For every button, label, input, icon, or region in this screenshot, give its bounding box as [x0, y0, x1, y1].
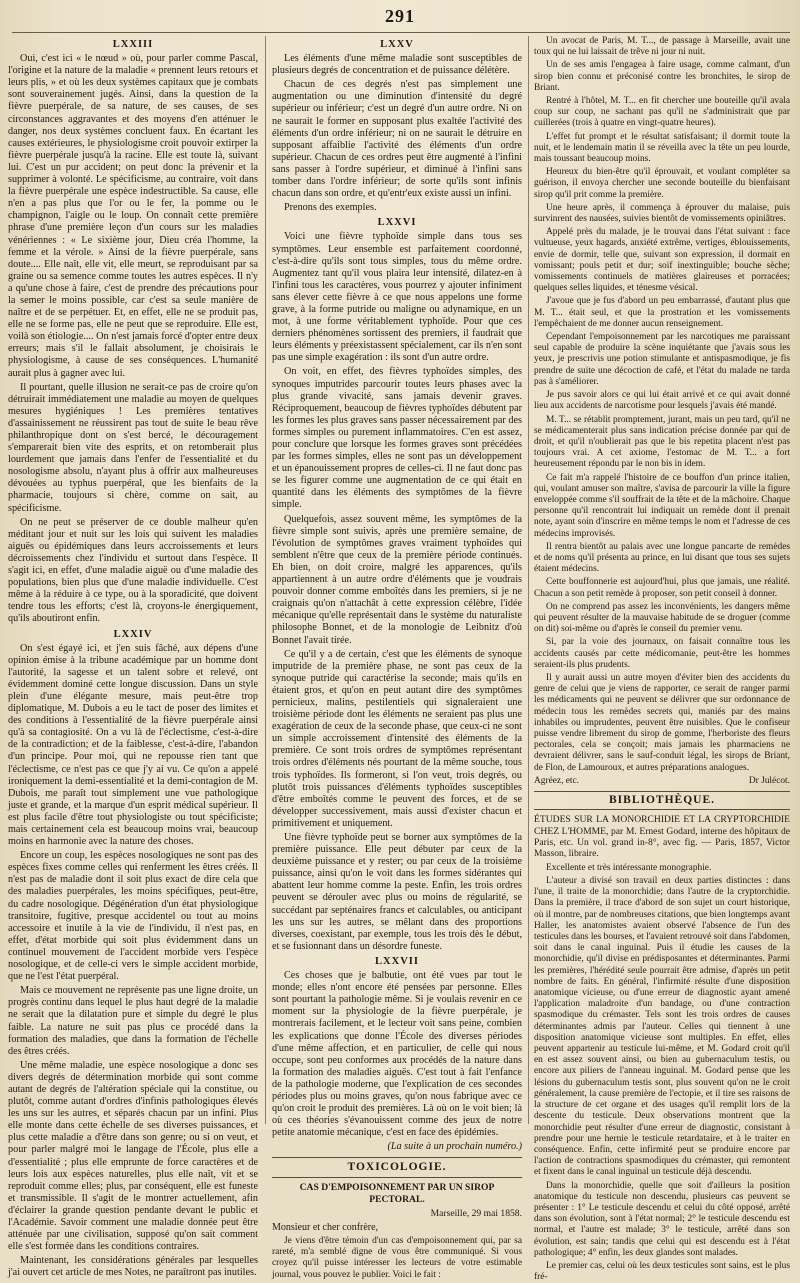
paragraph: Dans la monorchidie, quelle que soit d'ailleurs la position anatomique du testicule non descendu, plusieurs cas peuvent se présenter : 1° Le testicule descendu et celui du côté opposé, arrêté dans son évolution, sont à l'état normal; 2° le testicule descendu est normal, et l'autre est malade; 3° le testicule, arrêté dans son évolution, est sain; tandis que celui qui est descendu est à l'état pathologique; 4° enfin, les deux glandes sont malades.	[534, 1180, 790, 1258]
section-heading: LXXIII	[112, 39, 154, 50]
paragraph: Un avocat de Paris, M. T..., de passage à Marseille, avait une toux qui ne lui laissait de trêve ni jour ni nuit.	[534, 36, 790, 58]
letter-signature	[534, 776, 790, 787]
paragraph: Cependant l'empoisonnement par les narcotiques me paraissant seul capable de produire la scène inquiétante que j'avais sous les yeux, je prescrivis une potion stimulante et antispasmodique, je fis prendre de suite une décoction de café, et l'état du malade ne tarda pas à s'améliorer.	[534, 332, 790, 387]
paragraph: On ne peut se préserver de ce double malheur qu'en méditant jour et nuit sur les lois qui suivent les maladies aiguës ou épidémiques dans leurs accroissements et leurs décroissements chez l'individu et surtout dans l'espèce. Il s'agit ici, en effet, d'une maladie aiguë ou d'une maladie des populations, bien plus que d'une maladie individuelle. C'est même à la réduire à ce type, ou à la sporadicité, que doivent tendre tous les efforts; c'est là, croyons-le énergiquement, qu'ils aboutiront enfin.	[8, 516, 258, 625]
paragraph: On s'est égayé ici, et j'en suis fâché, aux dépens d'une opinion émise à la tribune académique par un homme dont l'autorité, la sagesse et un talent sobre et relevé, ont évidemment dominé cette longue discussion. Dans un style plein d'une élégante mesure, mais peut-être trop diplomatique, M. Dubois a eu le tact de poser des limites et des conditions à l'essentialité de la fièvre puerpérale ainsi qu'à sa contagiosité. On a vu là de l'éclectisme, c'est-à-dire de la contradiction; et de la faiblesse, c'est-à-dire, l'abandon d'un principe. Pour moi, qui ne repousse rien tant que l'éclectisme, ce n'est pas ce que j'y ai vu. Ce qu'on a appelé ironiquement la demi-essentialité et la demi-contagion de M. Dubois, me paraît tout simplement une vue pathologique juste et grande, et la marque d'un esprit médical supérieur. Il est plus facile d'être tout physiologiste ou tout spécificiste; mais certainement cela est beaucoup moins vrai, beaucoup moins en harmonie avec la nature des choses.	[8, 642, 258, 848]
header-rule	[12, 32, 790, 33]
article-subtitle: CAS D'EMPOISONNEMENT PAR UN SIROP PECTORAL.	[299, 1181, 495, 1205]
paragraph: Je viens d'être témoin d'un cas d'empoisonnement qui, par sa rareté, m'a semblé digne de vous être communiqué. Si vous croyez qu'il puisse intéresser les lecteurs de votre estimable journal, vous pouvez le publier. Voici le fait :	[272, 1235, 522, 1280]
paragraph: Heureux du bien-être qu'il éprouvait, et voulant compléter sa guérison, il envoya chercher une seconde bouteille du bienfaisant sirop qu'il prit comme la première.	[534, 167, 790, 200]
paragraph: Un de ses amis l'engagea à faire usage, comme calmant, d'un sirop bien connu et préconisé contre les bronchites, le sirop de Briant.	[534, 60, 790, 93]
paragraph: On ne comprend pas assez les inconvénients, les dangers même qui peuvent résulter de la mauvaise habitude de se droguer (comme on dit) soi-même ou d'après le conseil du premier venu.	[534, 601, 790, 635]
paragraph: Maintenant, les considérations générales par lesquelles j'ai ouvert cet article de mes Notes, ne paraîtront pas inutiles.	[8, 1255, 258, 1279]
column-divider	[528, 36, 529, 1124]
paragraph: Je pus savoir alors ce qui lui était arrivé et ce qui avait donné lieu aux accidents de narcotisme pour lesquels j'avais été mandé.	[534, 390, 790, 412]
paragraph: Ces choses que je balbutie, ont été vues par tout le monde; elles n'ont encore été pensées par personne. Elles sont pourtant la pathologie même. Si je voulais revenir en ce moment sur la physiologie de la fièvre puerpérale, je montrerais facilement, et le lecteur voit sans peine, combien les explications que donne l'École des diverses périodes d'une même affection, et en particulier, de celle qui nous occupe, sont peu conformes aux procédés de la nature dans la formation des maladies aiguës. C'est tout à fait l'enfance de la pathologie moderne, que l'explication de ces secondes périodes plus ou moins graves, qu'on nous fabrique avec ce qu'on croit le produit des premières. Là où on le voit bien; là où ces théories s'évanouissent comme des jeux de notre petite anatomie mécanique, c'est en face des épidémies.	[272, 970, 522, 1139]
paragraph: Cette bouffonnerie est aujourd'hui, plus que jamais, une réalité. Chacun a son petit remède à proposer, son petit conseil à donner.	[534, 577, 790, 599]
paragraph: Il pourtant, quelle illusion ne serait-ce pas de croire qu'on détruirait immédiatement une maladie au moyen de quelques mesures hygiéniques ! Les premières tentatives d'assainissement ne réussirent pas tout de suite le beau rêve philanthropique dont on s'est bercé, le découragement s'emparerait bien vite des esprits, et on retomberait plus lourdement que jamais dans l'enfer de l'essentialité et du nosologisme absolu, n'ayant plus à offrir aux malheureuses dévouées au typhus puerpéral, que les bienfaits de la pharmacie, toujours si chère, comme on sait, au spécificisme.	[8, 381, 258, 514]
column-middle	[272, 36, 522, 1280]
paragraph: Mais ce mouvement ne représente pas une ligne droite, un progrès continu dans lequel le plus haut degré de la maladie ne serait que la dilatation pure et simple du degré le plus faible. La nature ne suit pas plus ce procédé dans la formation des maladies, que dans la formation de l'échelle des êtres créés.	[8, 985, 258, 1057]
paragraph: Quelquefois, assez souvent même, les symptômes de la fièvre simple sont suivis, après une première semaine, de l'évolution de symptômes graves vraiment typhoïdes qui semblent n'être que ceux de la première période continués. Eh bien, on doit croire, malgré les apparences, qu'ils appartiennent à un autre ordre d'éléments que je voudrais pouvoir donner comme emboîtés dans les premiers, si je ne craignais qu'on n'attachât à cette expression célèbre, l'idée mécanique qu'elle représentait dans le système du naturaliste philosophe Bonnet, et de la monologie de Leibnitz d'où Bonnet l'avait tirée.	[272, 513, 522, 646]
signature-name: Dr Julécot.	[748, 775, 790, 786]
column-divider	[265, 36, 266, 1124]
section-heading: LXXIV	[113, 628, 153, 640]
paragraph: Prenons des exemples.	[284, 202, 377, 214]
column-left	[8, 36, 258, 1279]
paragraph: Excellente et très intéressante monographie.	[546, 862, 712, 873]
page-number: 291	[385, 6, 415, 26]
section-heading: LXXVI	[377, 217, 417, 229]
paragraph: On voit, en effet, des fièvres typhoïdes simples, des synoques imputrides parcourir toutes leurs phases avec la plus grande vivacité, sans jamais devenir graves. Réciproquement, beaucoup de fièvres typhoïdes débutent par les formes les plus graves sans passer nécessairement par des formes simples ou purement inflammatoires. C'en est assez, pour conclure que lorsque les formes graves sont précédées par les formes simples, elles ne sont pas un développement et un épanouissement propres de celles-ci. Il ne faut donc pas se les figurer comme une augmentation de ce qui était en quantité dans les éléments des symptômes de la fièvre simple.	[272, 366, 522, 511]
paragraph: M. T... se rétablit promptement, jurant, mais un peu tard, qu'il ne se médicamenterait plus sans indication précise donnée par qui de droit, et qu'il n'oublierait pas que le bis repetita placent n'est pas toujours vrai. A cet axiome, l'estomac de M. T... a fort heureusement répondu par le non bis in idem.	[534, 414, 790, 470]
closing-formula: Agréez, etc.	[534, 775, 580, 786]
section-heading: LXXV	[380, 39, 414, 50]
paragraph: L'effet fut prompt et le résultat satisfaisant; il dormit toute la nuit, et le lendemain matin il se réveilla avec la tête un peu lourde, mais toussant beaucoup moins.	[534, 131, 790, 165]
paragraph: Voici une fièvre typhoïde simple dans tous ses symptômes. Leur ensemble est parfaitement coordonné, c'est-à-dire qu'ils sont tous simples, tous du même ordre. Augmentez tant qu'il vous plaira leur intensité, dilatez-en à l'infini tous les caractères, vous pourrez y ajouter infiniment sans élever cette fièvre à ce que nous appelons une forme grave, à la forme putride ou maligne ou adynamique, en un mot, à une forme véritablement typhoïde. Pour que ces derniers phénomènes sortissent des premiers, il faudrait que leurs éléments y préexistassent spécialement, car ils n'en sont pas une simple exagération : ils sont d'un autre ordre.	[272, 231, 522, 364]
paragraph: Rentré à l'hôtel, M. T... en fit chercher une bouteille qu'il avala coup sur coup, ne sachant pas qu'il ne s'administrait que par cuillerées (trois à quatre en vingt-quatre heures).	[534, 96, 790, 129]
letter-salutation: Monsieur et cher confrère,	[272, 1221, 379, 1233]
toxicology-header: TOXICOLOGIE.	[272, 1157, 522, 1177]
paragraph: J'avoue que je fus d'abord un peu embarrassé, d'autant plus que M. T... était seul, et que la prostration et les vomissements l'empêchaient de me donner aucun renseignement.	[534, 296, 790, 329]
paragraph: Il rentra bientôt au palais avec une longue pancarte de remèdes et de noms qu'il présenta au prince, en lui disant que tous ses sujets étaient médecins.	[534, 541, 790, 575]
paragraph: Encore un coup, les espèces nosologiques ne sont pas des espèces fixes comme celles qui renferment les êtres créés. Il n'est pas de maladie dont il soit plus exact de dire cela que des maladies puerpérales, les moins spécifiques, peut-être, du cadre nosologique. Dégénération d'un état physiologique transitoire, fugitive, presque accidentel ou tout au moins accessoire et inutile à la vie de l'individu, il n'est pas, en effet, d'état morbide qui soit plus évidemment dans un continuel mouvement de l'accident morbide vers l'espèce nosologique, et de celle-ci vers le simple accident morbide, que ne l'est l'état puerpéral.	[8, 850, 258, 983]
continuation-note: (La suite à un prochain numéro.)	[387, 1141, 522, 1153]
column-right	[534, 36, 790, 1283]
paragraph: Ce fait m'a rappelé l'histoire de ce bouffon d'un prince italien, qui, voulant amuser son maître, s'avisa de parcourir la ville la figure enveloppée comme s'il souffrait de la tête et de la mâchoire. Chaque personne qu'il rencontrait lui indiquait un remède dont il prenait note, ayant soin d'inscrire en même temps le nom et l'adresse de ces médecins improvisés.	[534, 472, 790, 539]
letter-dateline: Marseille, 29 mai 1858.	[430, 1207, 522, 1219]
book-reference: ÉTUDES SUR LA MONORCHIDIE ET LA CRYPTORCHIDIE CHEZ L'HOMME, par M. Ernest Godard, interne des hôpitaux de Paris, etc. Un vol. grand in-8°, avec fig. — Paris, 1857, Victor Masson, libraire.	[534, 814, 790, 860]
paragraph: Appelé près du malade, je le trouvai dans l'état suivant : face vultueuse, yeux hagards, anxiété extrême, vertiges, éblouissements, envie de dormir, telle que, suivant son expression, il dormait en vomissant; pouls petit et dur; soif inextinguible; bouche sèche; vomissements continuels de matières glaireuses et porracées; quelques selles liquides, et ténesme vésical.	[534, 227, 790, 294]
paragraph: Une heure après, il commença à éprouver du malaise, puis survinrent des nausées, suivies bientôt de vomissements opiniâtres.	[534, 202, 790, 225]
paragraph: Oui, c'est ici « le nœud » où, pour parler comme Pascal, l'origine et la nature de la maladie « prennent leurs retours et leurs plis, » et où les deux systèmes capitaux que je combats sont souverainement jugés. Ainsi, dans la question de la fièvre puerpérale, de sa nature, de ses causes, de ses circonstances aggravantes et des moyens d'en atténuer le danger, nos deux systèmes concluent faux. En écartant les causes extérieures, le physiologisme croit pouvoir extirper la fièvre puerpérale jusqu'à la racine. Elle est toute là, suivant lui. C'est un pur accident; on peut donc la prévenir et la supprimer à volonté. Le spécificisme, au contraire, voit dans la fièvre puerpérale une espèce indestructible. Sa cause, elle n'en a pas plus que l'or ou le fer, la pomme ou le champignon, l'aigle ou le loup. On connaît cette première phrase d'une première leçon d'un cours sur les maladies vénériennes : « Le sixième jour, Dieu créa l'homme, la femme et la vérole. » Ainsi de la fièvre puerpérale, sans doute.... Elle naît, elle vit, elle meurt, se reproduisant par sa graine ou sa semence comme toutes les autres espèces. Il n'y a qu'une chose à faire, c'est de prendre des précautions pour la semer le moins possible, car c'est sa seule manière de naître et de se perpétuer. Et, en effet, elle ne se produit pas, elle ne se forme pas, elle ne peut que se reproduire. Elle est, voilà son étiologie.... On n'est jamais forcé d'opter entre deux erreurs; mais s'il le fallait absolument, je choisirais le physiologisme, à cause de ses conséquences. L'humanité aurait plus à gagner avec lui.	[8, 53, 258, 379]
paragraph: Une fièvre typhoïde peut se borner aux symptômes de la première puissance. Elle peut débuter par ceux de la deuxième puissance et y rester; ou par ceux de la troisième puissance, ainsi qu'on le voit dans les formes sidérantes qui abattent leur homme comme la peste. Enfin, les trois ordres peuvent se dérouler avec plus ou moins de régularité, se succédant par septénaires francs et calculables, ou anticipant les uns sur les autres, se mêlant dans des proportions diverses, coexistant, par exemple, tous les trois dès le début, et se fusionnant dans un désordre funeste.	[272, 832, 522, 952]
bibliotheque-header: BIBLIOTHÈQUE.	[534, 791, 790, 810]
paragraph: Une même maladie, une espèce nosologique a donc ses divers degrés de détermination morbide qui sont comme autant de degrés de l'altération spéciale qui la constitue, ou plutôt, comme autant d'ordres d'infinis pathologiques élevés les uns sur les autres, et séparés chacun par un infini. Plus elle monte dans cette échelle de ses diverses puissances, et plus cette maladie a d'être dans son genre; ou si on veut, et pour parler malgré moi le langage de l'École, plus elle a d'essentialité ; plus elle emprunte de force caractères et de leurs lois aux espèces naturelles, plus elle naît, vit et se reproduit comme elles; plus, par conséquent, elle est funeste et transmissible. Il s'agit de le montrer actuellement, afin d'éclairer la grande question pendante devant le public et l'Académie. Savoir comment une maladie donnée peut être atténuée par une civilisation, supposé qu'on sait comment elle s'est formée dans les conditions contraires.	[8, 1059, 258, 1253]
paragraph: L'auteur a divisé son travail en deux parties distinctes : dans l'une, il traite de la monorchidie; dans l'autre de la cryptorchidie. Dans la première, il trace d'abord de son sujet un court historique, où il montre, par de nombreuses citations, que bien longtemps avant Haller, les anatomistes avaient observé l'absence de l'un des testicules dans les bourses, et l'avaient retrouvé soit dans l'abdomen, soit dans le canal inguinal. Puis il étudie les causes de la monorchidie, qu'il divise en prédisposantes et déterminantes. Parmi les premières, l'hérédité seule pourrait être admise, d'après un petit nombre de faits. En général, l'infirmité résulte d'une disposition anatomique vicieuse, ou d'une erreur de diagnostic ayant amené l'application maladroite d'un bandage, ou d'une contraction spasmodique du crémaster. Tels sont les trois ordres de causes déterminantes admis par l'auteur. Celles qui tiennent à une disposition anatomique vicieuse sont multiples. En effet, elles peuvent appartenir au testicule lui-même, et M. Godard croit qu'il en est assez souvent ainsi, ou bien au gubernaculum testis, ou encore aux piliers de l'anneau inguinal. M. Godard pense que les lésions du gubernaculum testis sont, plus souvent qu'on ne le croit généralement, la cause première de l'ectopie, et il tire ses raisons de la structure de cet organe et des usages qu'il remplit lors de la descente du testicule. Deux observations montrent que la monorchidie peut résulter d'une erreur de diagnostic, consistant à prendre pour une hernie le testicule retardataire, et à le traiter en conséquence. Enfin, cette infirmité peut se produire encore par l'action de contractions spasmodiques du crémaster, qui remontent et fixent dans le canal inguinal un testicule déjà descendu.	[534, 876, 790, 1178]
paragraph: Chacun de ces degrés n'est pas simplement une augmentation ou une diminution d'intensité du degré supérieur ou inférieur; c'est un degré d'un autre ordre. Ni on ne saurait le former en supposant plus exaltée l'activité des éléments d'un ordre inférieur; ni on ne saurait le détruire en supposant affaiblie l'activité des éléments d'un ordre supérieur. Chacun de ces ordres peut être augmenté à l'infini sans passer à l'ordre supérieur, et diminué à l'infini sans tomber dans l'ordre inférieur; de sorte qu'ils sont infinis chacun dans son ordre, et qu'entr'eux existe aussi un infini.	[272, 79, 522, 200]
paragraph: Le premier cas, celui où les deux testicules sont sains, est le plus fré-	[534, 1260, 790, 1283]
paragraph: Si, par la voie des journaux, on faisait connaître tous les accidents causés par cette médicomanie, peut-être les hommes seraient-ils plus prudents.	[534, 637, 790, 670]
paragraph: Ce qu'il y a de certain, c'est que les éléments de synoque imputride de la première phase, ne sont pas ceux de la synoque putride qui caractérise la seconde; mais qu'ils en étaient gros, et qu'on en peut autant dire des symptômes pernicieux, malins, pestilentiels qui signaleraient une troisième période dont les éléments ne seraient pas plus une exagération de ceux de la seconde phase, que ceux-ci ne sont un simple accroissement d'intensité des éléments de la première. Ce sont trois ordres de symptômes représentant trois ordres d'éléments nés pourtant de la même souche, tous trois typhoïdes. Ils formeront, si l'on veut, trois degrés, ou plutôt trois puissances d'éléments typhoïdes susceptibles d'être emboîtés comme le peuvent des forces, et de se développer successivement, mais aussi d'exister chacun et primitivement et uniquement.	[272, 648, 522, 829]
section-heading: LXXVII	[375, 955, 419, 967]
paragraph: Il y aurait aussi un autre moyen d'éviter bien des accidents du genre de celui que je viens de rapporter, ce serait de ranger parmi les médicaments qui ne peuvent se délivrer que sur ordonnance de médecin tous les remèdes secrets qui, maniés par des mains inhabiles ou imprudentes, peuvent être nuisibles. Que le confiseur puisse vendre librement du sirop de gomme, l'herboriste des fleurs pectorales, cela se conçoit; mais jamais les pharmaciens ne devraient délivrer, sans le sauf-conduit légal, les sirops de Briant, de Flon, de Lamouroux, et autres préparations analogues.	[534, 672, 790, 773]
paragraph: Les éléments d'une même maladie sont susceptibles de plusieurs degrés de concentration et de puissance délétère.	[272, 53, 522, 77]
